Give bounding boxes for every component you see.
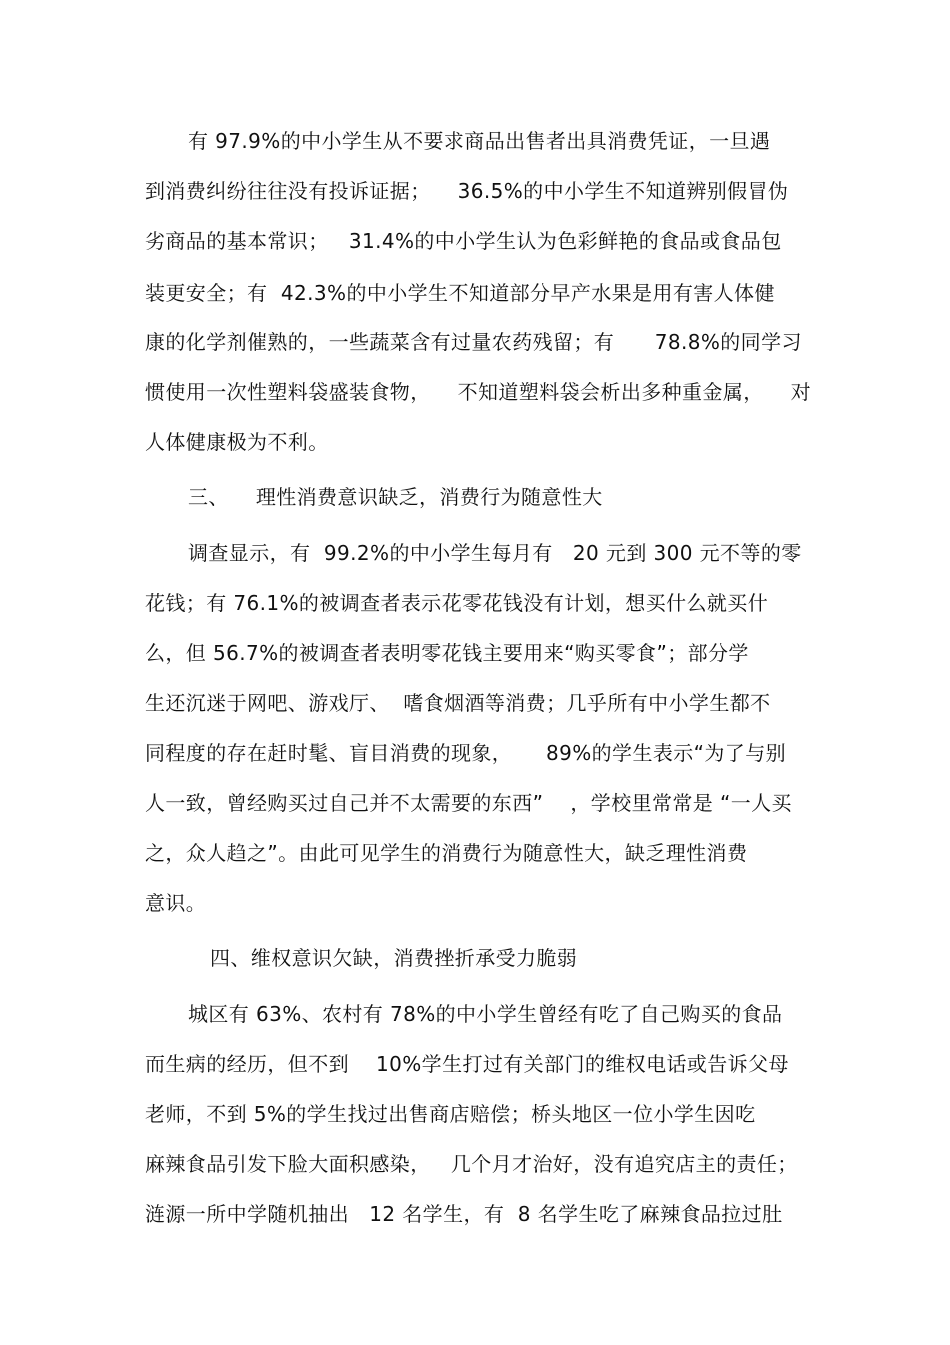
section-heading-3: 三、 理性消费意识缺乏，消费行为随意性大 [188, 485, 603, 509]
paragraph-3-line-3: 老师，不到 5%的学生找过出售商店赔偿；桥头地区一位小学生因吃 [145, 1102, 756, 1126]
paragraph-3-line-4: 麻辣食品引发下脸大面积感染， 几个月才治好，没有追究店主的责任； [145, 1152, 798, 1176]
section-heading-4: 四、维权意识欠缺，消费挫折承受力脆弱 [210, 946, 578, 970]
paragraph-2-line-6: 人一致，曾经购买过自己并不太需要的东西” ，学校里常常是 “一人买 [145, 791, 792, 815]
paragraph-3-line-5: 涟源一所中学随机抽出 12 名学生，有 8 名学生吃了麻辣食品拉过肚 [145, 1202, 783, 1226]
paragraph-1-line-7: 人体健康极为不利。 [145, 430, 329, 454]
paragraph-1-line-2: 到消费纠纷往往没有投诉证据； 36.5%的中小学生不知道辨别假冒伪 [145, 179, 789, 203]
paragraph-2-line-5: 同程度的存在赶时髦、盲目消费的现象， 89%的学生表示“为了与别 [145, 741, 787, 765]
paragraph-1-line-4: 装更安全；有 42.3%的中小学生不知道部分早产水果是用有害人体健 [145, 281, 775, 305]
paragraph-2-line-7: 之，众人趋之”。由此可见学生的消费行为随意性大，缺乏理性消费 [145, 841, 748, 865]
paragraph-1-line-5: 康的化学剂催熟的，一些蔬菜含有过量农药残留；有 78.8%的同学习 [145, 330, 802, 354]
paragraph-1-line-6: 惯使用一次性塑料袋盛装食物， 不知道塑料袋会析出多种重金属， 对 [145, 380, 812, 404]
paragraph-1-line-3: 劣商品的基本常识； 31.4%的中小学生认为色彩鲜艳的食品或食品包 [145, 229, 782, 253]
paragraph-2-line-8: 意识。 [145, 891, 207, 915]
paragraph-2-line-4: 生还沉迷于网吧、游戏厅、 嗜食烟酒等消费；几乎所有中小学生都不 [145, 691, 771, 715]
paragraph-2-line-1: 调查显示，有 99.2%的中小学生每月有 20 元到 300 元不等的零 [188, 541, 802, 565]
paragraph-2-line-2: 花钱；有 76.1%的被调查者表示花零花钱没有计划，想买什么就买什 [145, 591, 769, 615]
paragraph-3-line-2: 而生病的经历，但不到 10%学生打过有关部门的维权电话或告诉父母 [145, 1052, 789, 1076]
paragraph-1-line-1: 有 97.9%的中小学生从不要求商品出售者出具消费凭证，一旦遇 [188, 129, 771, 153]
paragraph-2-line-3: 么，但 56.7%的被调查者表明零花钱主要用来“购买零食”；部分学 [145, 641, 749, 665]
paragraph-3-line-1: 城区有 63%、农村有 78%的中小学生曾经有吃了自己购买的食品 [188, 1002, 783, 1026]
